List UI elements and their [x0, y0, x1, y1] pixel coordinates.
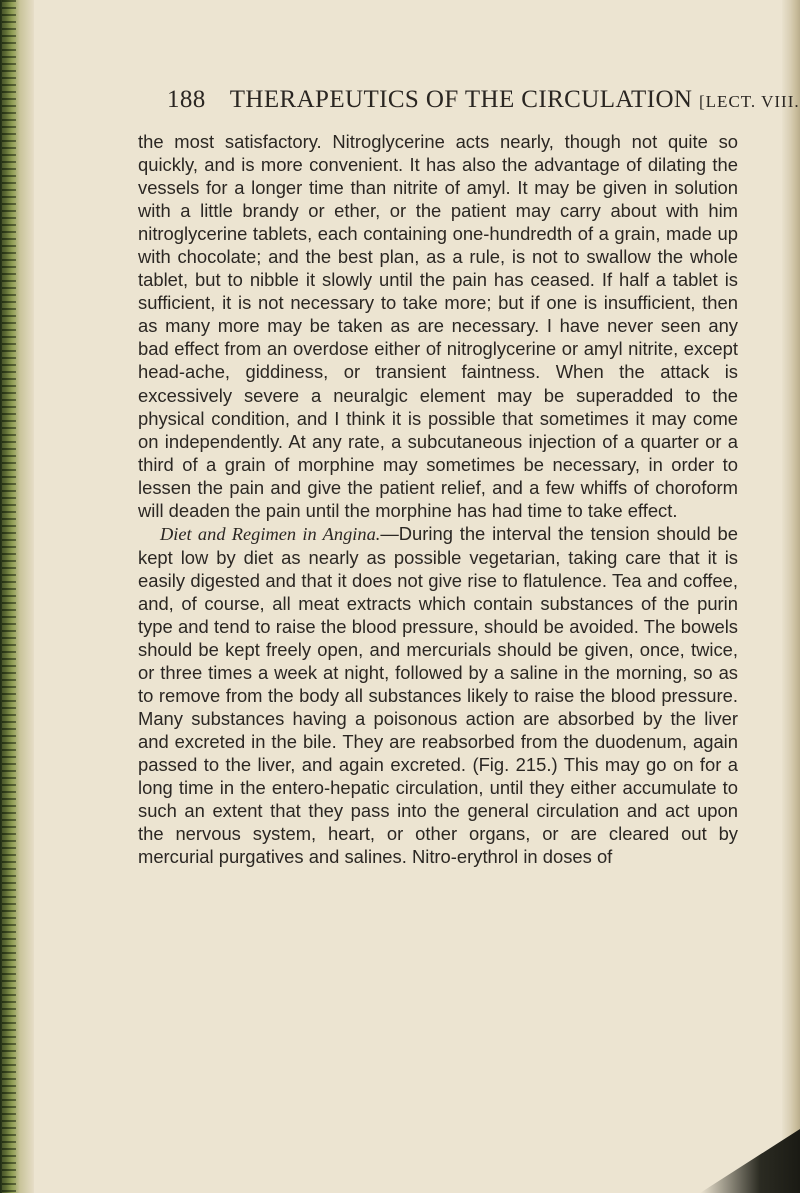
lecture-label: [LECT. VIII.: [699, 92, 800, 111]
paragraph-2: [138, 522, 738, 869]
running-head: [167, 86, 800, 114]
paragraph-2-text: —During the interval the tension should be kept low by diet as nearly as possible vegetarian, taking care that it is easily digested and that it does not give rise to flatulence. Tea and coffee, and, of course, all meat extracts which contain substances of the purin type and tend to raise the blood pressure, should be avoided. The bowels should be kept freely open, and mercurials should be given, once, twice, or three times a week at night, followed by a saline in the morning, so as to remove from the body all substances likely to raise the blood pressure. Many substances having a poisonous action are absorbed by the liver and excreted in the bile. They are reabsorbed from the duodenum, again passed to the liver, and again excreted. (Fig. 215.) This may go on for a long time in the entero-hepatic circulation, until they either accumulate to such an extent that they pass into the general circulation and act upon the nervous system, heart, or other organs, or are cleared out by mercurial purgatives and salines. Nitro-erythrol in doses of: [138, 522, 738, 868]
chapter-title: THERAPEUTICS OF THE CIRCULATION: [229, 86, 693, 113]
page-number: 188: [167, 86, 206, 113]
section-subheading: Diet and Regimen in Angina.: [160, 523, 381, 544]
paragraph-1: the most satisfactory. Nitroglycerine acts nearly, though not quite so quickly, and is more convenient. It has also the advantage of dilating the vessels for a longer time than nitrite of amyl. It may be given in solution with a little brandy or ether, or the patient may carry about with him nitroglycerine tablets, each containing one-hundredth of a grain, made up with chocolate; and the best plan, as a rule, is not to swallow the whole tablet, but to nibble it slowly until the pain has ceased. If half a tablet is sufficient, it is not necessary to take more; but if one is insufficient, then as many more may be taken as are necessary. I have never seen any bad effect from an overdose either of nitroglycerine or amyl nitrite, except head-ache, giddiness, or transient faintness. When the attack is excessively severe a neuralgic element may be superadded to the physical condition, and I think it is possible that sometimes it may come on independently. At any rate, a subcutaneous injection of a quarter or a third of a grain of morphine may sometimes be necessary, in order to lessen the pain and give the patient relief, and a few whiffs of choroform will deaden the pain until the morphine has had time to take effect.: [138, 131, 738, 521]
body-text: [138, 130, 738, 869]
